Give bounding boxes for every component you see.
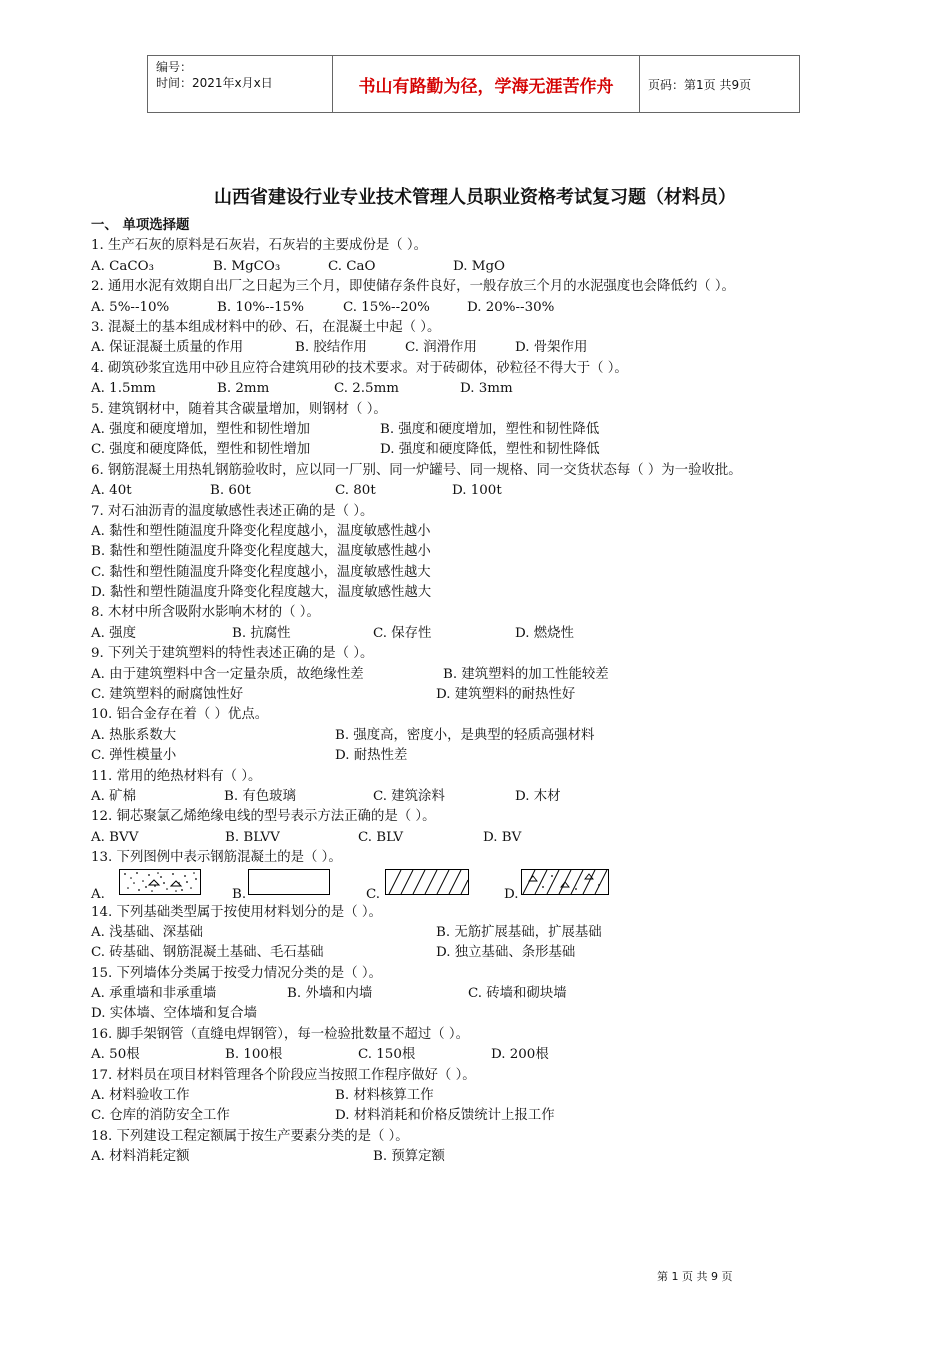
question-17-option-b: B. 材料核算工作 [335, 1088, 434, 1104]
question-13-option-a: A. [91, 886, 105, 902]
question-17-options-ab [91, 1086, 861, 1106]
question-11-option-b: B. 有色玻璃 [224, 788, 296, 804]
question-15-stem: 15. 下列墙体分类属于按受力情况分类的是（ ）。 [91, 965, 382, 981]
question-10-option-d: D. 耐热性差 [335, 748, 408, 764]
question-4-stem: 4. 砌筑砂浆宜选用中砂且应符合建筑用砂的技术要求。对于砖砌体，砂粒径不得大于（ ）。 [91, 360, 628, 376]
question-1-option-a: A. CaCO₃ [91, 258, 155, 274]
document-title: 山西省建设行业专业技术管理人员职业资格考试复习题（材料员） [214, 187, 736, 208]
question-8-option-a: A. 强度 [91, 625, 136, 641]
question-12-option-c: C. BLV [358, 829, 404, 845]
question-16-options [91, 1045, 861, 1065]
question-13-stem: 13. 下列图例中表示钢筋混凝土的是（ ）。 [91, 850, 342, 866]
question-7-option-c: C. 黏性和塑性随温度升降变化程度越小，温度敏感性越大 [91, 564, 431, 580]
question-6-stem: 6. 钢筋混凝土用热轧钢筋验收时，应以同一厂别、同一炉罐号、同一规格、同一交货状态每（ ）为一验收批。 [91, 462, 742, 478]
question-5-option-c: C. 强度和硬度降低，塑性和韧性增加 [91, 442, 311, 458]
question-9-option-d: D. 建筑塑料的耐热性好 [436, 687, 576, 703]
question-13-options [91, 869, 861, 903]
question-18-options [91, 1147, 861, 1167]
question-10-option-a: A. 热胀系数大 [91, 727, 177, 743]
header-meta [148, 56, 333, 112]
question-3-option-a: A. 保证混凝土质量的作用 [91, 340, 244, 356]
question-17-option-a: A. 材料验收工作 [91, 1088, 190, 1104]
question-2-option-c: C. 15%--20% [343, 299, 430, 315]
number-label: 编号： [156, 60, 193, 74]
header-motto: 书山有路勤为径，学海无涯苦作舟 [333, 56, 640, 112]
question-13-option-b: B. [232, 886, 247, 902]
reinforced-concrete-pattern-icon [521, 869, 609, 895]
question-9-option-c: C. 建筑塑料的耐腐蚀性好 [91, 687, 244, 703]
question-8-option-c: C. 保存性 [373, 625, 432, 641]
question-3-stem: 3. 混凝土的基本组成材料中的砂、石，在混凝土中起（ ）。 [91, 319, 441, 335]
question-6-option-c: C. 80t [335, 483, 376, 499]
question-7-option-d: D. 黏性和塑性随温度升降变化程度越大，温度敏感性越大 [91, 585, 432, 601]
question-13-option-c: C. [366, 886, 381, 902]
plain-concrete-pattern-icon [119, 869, 201, 895]
question-11-options [91, 787, 861, 807]
question-2-options [91, 298, 861, 318]
question-16-option-d: D. 200根 [491, 1047, 549, 1063]
question-18-option-b: B. 预算定额 [373, 1149, 445, 1165]
question-10-option-c: C. 弹性模量小 [91, 748, 177, 764]
question-10-option-b: B. 强度高，密度小，是典型的轻质高强材料 [335, 727, 595, 743]
question-13-option-d: D. [504, 886, 519, 902]
question-11-option-d: D. 木材 [515, 788, 561, 804]
question-3-options [91, 338, 861, 358]
question-11-stem: 11. 常用的绝热材料有（ ）。 [91, 768, 262, 784]
question-10-options-cd [91, 746, 861, 766]
question-14-stem: 14. 下列基础类型属于按使用材料划分的是（ ）。 [91, 904, 382, 920]
question-2-stem: 2. 通用水泥有效期自出厂之日起为三个月，即使储存条件良好，一般存放三个月的水泥强度也会降低约（ ）。 [91, 279, 735, 295]
time-label: 时间：2021年x月x日 [156, 76, 273, 90]
question-11-option-a: A. 矿棉 [91, 788, 136, 804]
question-14-options-cd [91, 943, 861, 963]
question-8-stem: 8. 木材中所含吸附水影响木材的（ ）。 [91, 605, 320, 621]
question-9-stem: 9. 下列关于建筑塑料的特性表述正确的是（ ）。 [91, 646, 374, 662]
question-7-option-b: B. 黏性和塑性随温度升降变化程度越大，温度敏感性越小 [91, 544, 431, 560]
question-6-options [91, 481, 861, 501]
question-18-stem: 18. 下列建设工程定额属于按生产要素分类的是（ ）。 [91, 1128, 409, 1144]
hatched-pattern-icon [385, 869, 469, 895]
question-17-options-cd [91, 1106, 861, 1126]
question-10-stem: 10. 铝合金存在着（ ）优点。 [91, 707, 269, 723]
question-7-stem: 7. 对石油沥青的温度敏感性表述正确的是（ ）。 [91, 503, 374, 519]
question-2-option-b: B. 10%--15% [217, 299, 304, 315]
question-5-options-ab [91, 420, 861, 440]
question-11-option-c: C. 建筑涂料 [373, 788, 445, 804]
question-8-options [91, 624, 861, 644]
question-5-option-a: A. 强度和硬度增加，塑性和韧性增加 [91, 421, 311, 437]
question-18-option-a: A. 材料消耗定额 [91, 1149, 190, 1165]
question-16-option-c: C. 150根 [358, 1047, 416, 1063]
question-16-option-b: B. 100根 [225, 1047, 283, 1063]
question-6-option-a: A. 40t [91, 483, 132, 499]
question-6-option-b: B. 60t [210, 483, 251, 499]
question-1-option-d: D. MgO [453, 258, 506, 274]
question-15-option-a: A. 承重墙和非承重墙 [91, 986, 217, 1002]
question-4-option-c: C. 2.5mm [334, 381, 399, 397]
question-14-option-a: A. 浅基础、深基础 [91, 924, 203, 940]
question-5-options-cd [91, 440, 861, 460]
question-3-option-d: D. 骨架作用 [515, 340, 588, 356]
question-5-stem: 5. 建筑钢材中，随着其含碳量增加，则钢材（ ）。 [91, 401, 387, 417]
question-14-option-b: B. 无筋扩展基础，扩展基础 [436, 924, 602, 940]
question-14-options-ab [91, 923, 861, 943]
question-15-options-abc [91, 984, 861, 1004]
question-1-option-b: B. MgCO₃ [213, 258, 281, 274]
question-9-options-ab [91, 665, 861, 685]
question-7-option-a: A. 黏性和塑性随温度升降变化程度越小，温度敏感性越小 [91, 523, 431, 539]
header-box [147, 55, 800, 113]
question-9-option-b: B. 建筑塑料的加工性能较差 [443, 666, 609, 682]
question-15-option-b: B. 外墙和内墙 [287, 986, 373, 1002]
question-list [91, 216, 861, 1168]
question-1-option-c: C. CaO [328, 258, 376, 274]
question-3-option-c: C. 润滑作用 [405, 340, 477, 356]
question-2-option-a: A. 5%--10% [91, 299, 170, 315]
question-12-option-b: B. BLVV [225, 829, 280, 845]
section-heading: 一、 单项选择题 [91, 218, 190, 233]
question-17-option-d: D. 材料消耗和价格反馈统计上报工作 [335, 1108, 555, 1124]
page-footer: 第 1 页 共 9 页 [657, 1270, 733, 1283]
question-15-option-d: D. 实体墙、空体墙和复合墙 [91, 1006, 258, 1022]
question-4-option-d: D. 3mm [460, 381, 513, 397]
question-15-option-c: C. 砖墙和砌块墙 [468, 986, 567, 1002]
question-5-option-b: B. 强度和硬度增加，塑性和韧性降低 [380, 421, 600, 437]
question-17-option-c: C. 仓库的消防安全工作 [91, 1108, 230, 1124]
question-9-options-cd [91, 685, 861, 705]
question-16-stem: 16. 脚手架钢管（直缝电焊钢管），每一检验批数量不超过（ ）。 [91, 1026, 469, 1042]
question-1-stem: 1. 生产石灰的原料是石灰岩，石灰岩的主要成份是（ ）。 [91, 238, 427, 254]
question-5-option-d: D. 强度和硬度降低，塑性和韧性降低 [380, 442, 600, 458]
question-16-option-a: A. 50根 [91, 1047, 140, 1063]
question-3-option-b: B. 胶结作用 [295, 340, 367, 356]
question-14-option-d: D. 独立基础、条形基础 [436, 945, 576, 961]
question-12-option-a: A. BVV [91, 829, 139, 845]
question-2-option-d: D. 20%--30% [467, 299, 555, 315]
question-10-options-ab [91, 726, 861, 746]
question-12-stem: 12. 铜芯聚氯乙烯绝缘电线的型号表示方法正确的是（ ）。 [91, 809, 436, 825]
question-17-stem: 17. 材料员在项目材料管理各个阶段应当按照工作程序做好（ ）。 [91, 1067, 476, 1083]
question-6-option-d: D. 100t [452, 483, 502, 499]
question-12-options [91, 828, 861, 848]
question-4-option-a: A. 1.5mm [91, 381, 156, 397]
question-14-option-c: C. 砖基础、钢筋混凝土基础、毛石基础 [91, 945, 324, 961]
blank-pattern-icon [248, 869, 330, 895]
question-9-option-a: A. 由于建筑塑料中含一定量杂质，故绝缘性差 [91, 666, 364, 682]
header-page-info: 页码：第1页 共9页 [648, 77, 752, 92]
question-4-option-b: B. 2mm [217, 381, 270, 397]
question-8-option-b: B. 抗腐性 [232, 625, 291, 641]
question-1-options [91, 257, 861, 277]
question-8-option-d: D. 燃烧性 [515, 625, 574, 641]
question-4-options [91, 379, 861, 399]
question-12-option-d: D. BV [483, 829, 522, 845]
